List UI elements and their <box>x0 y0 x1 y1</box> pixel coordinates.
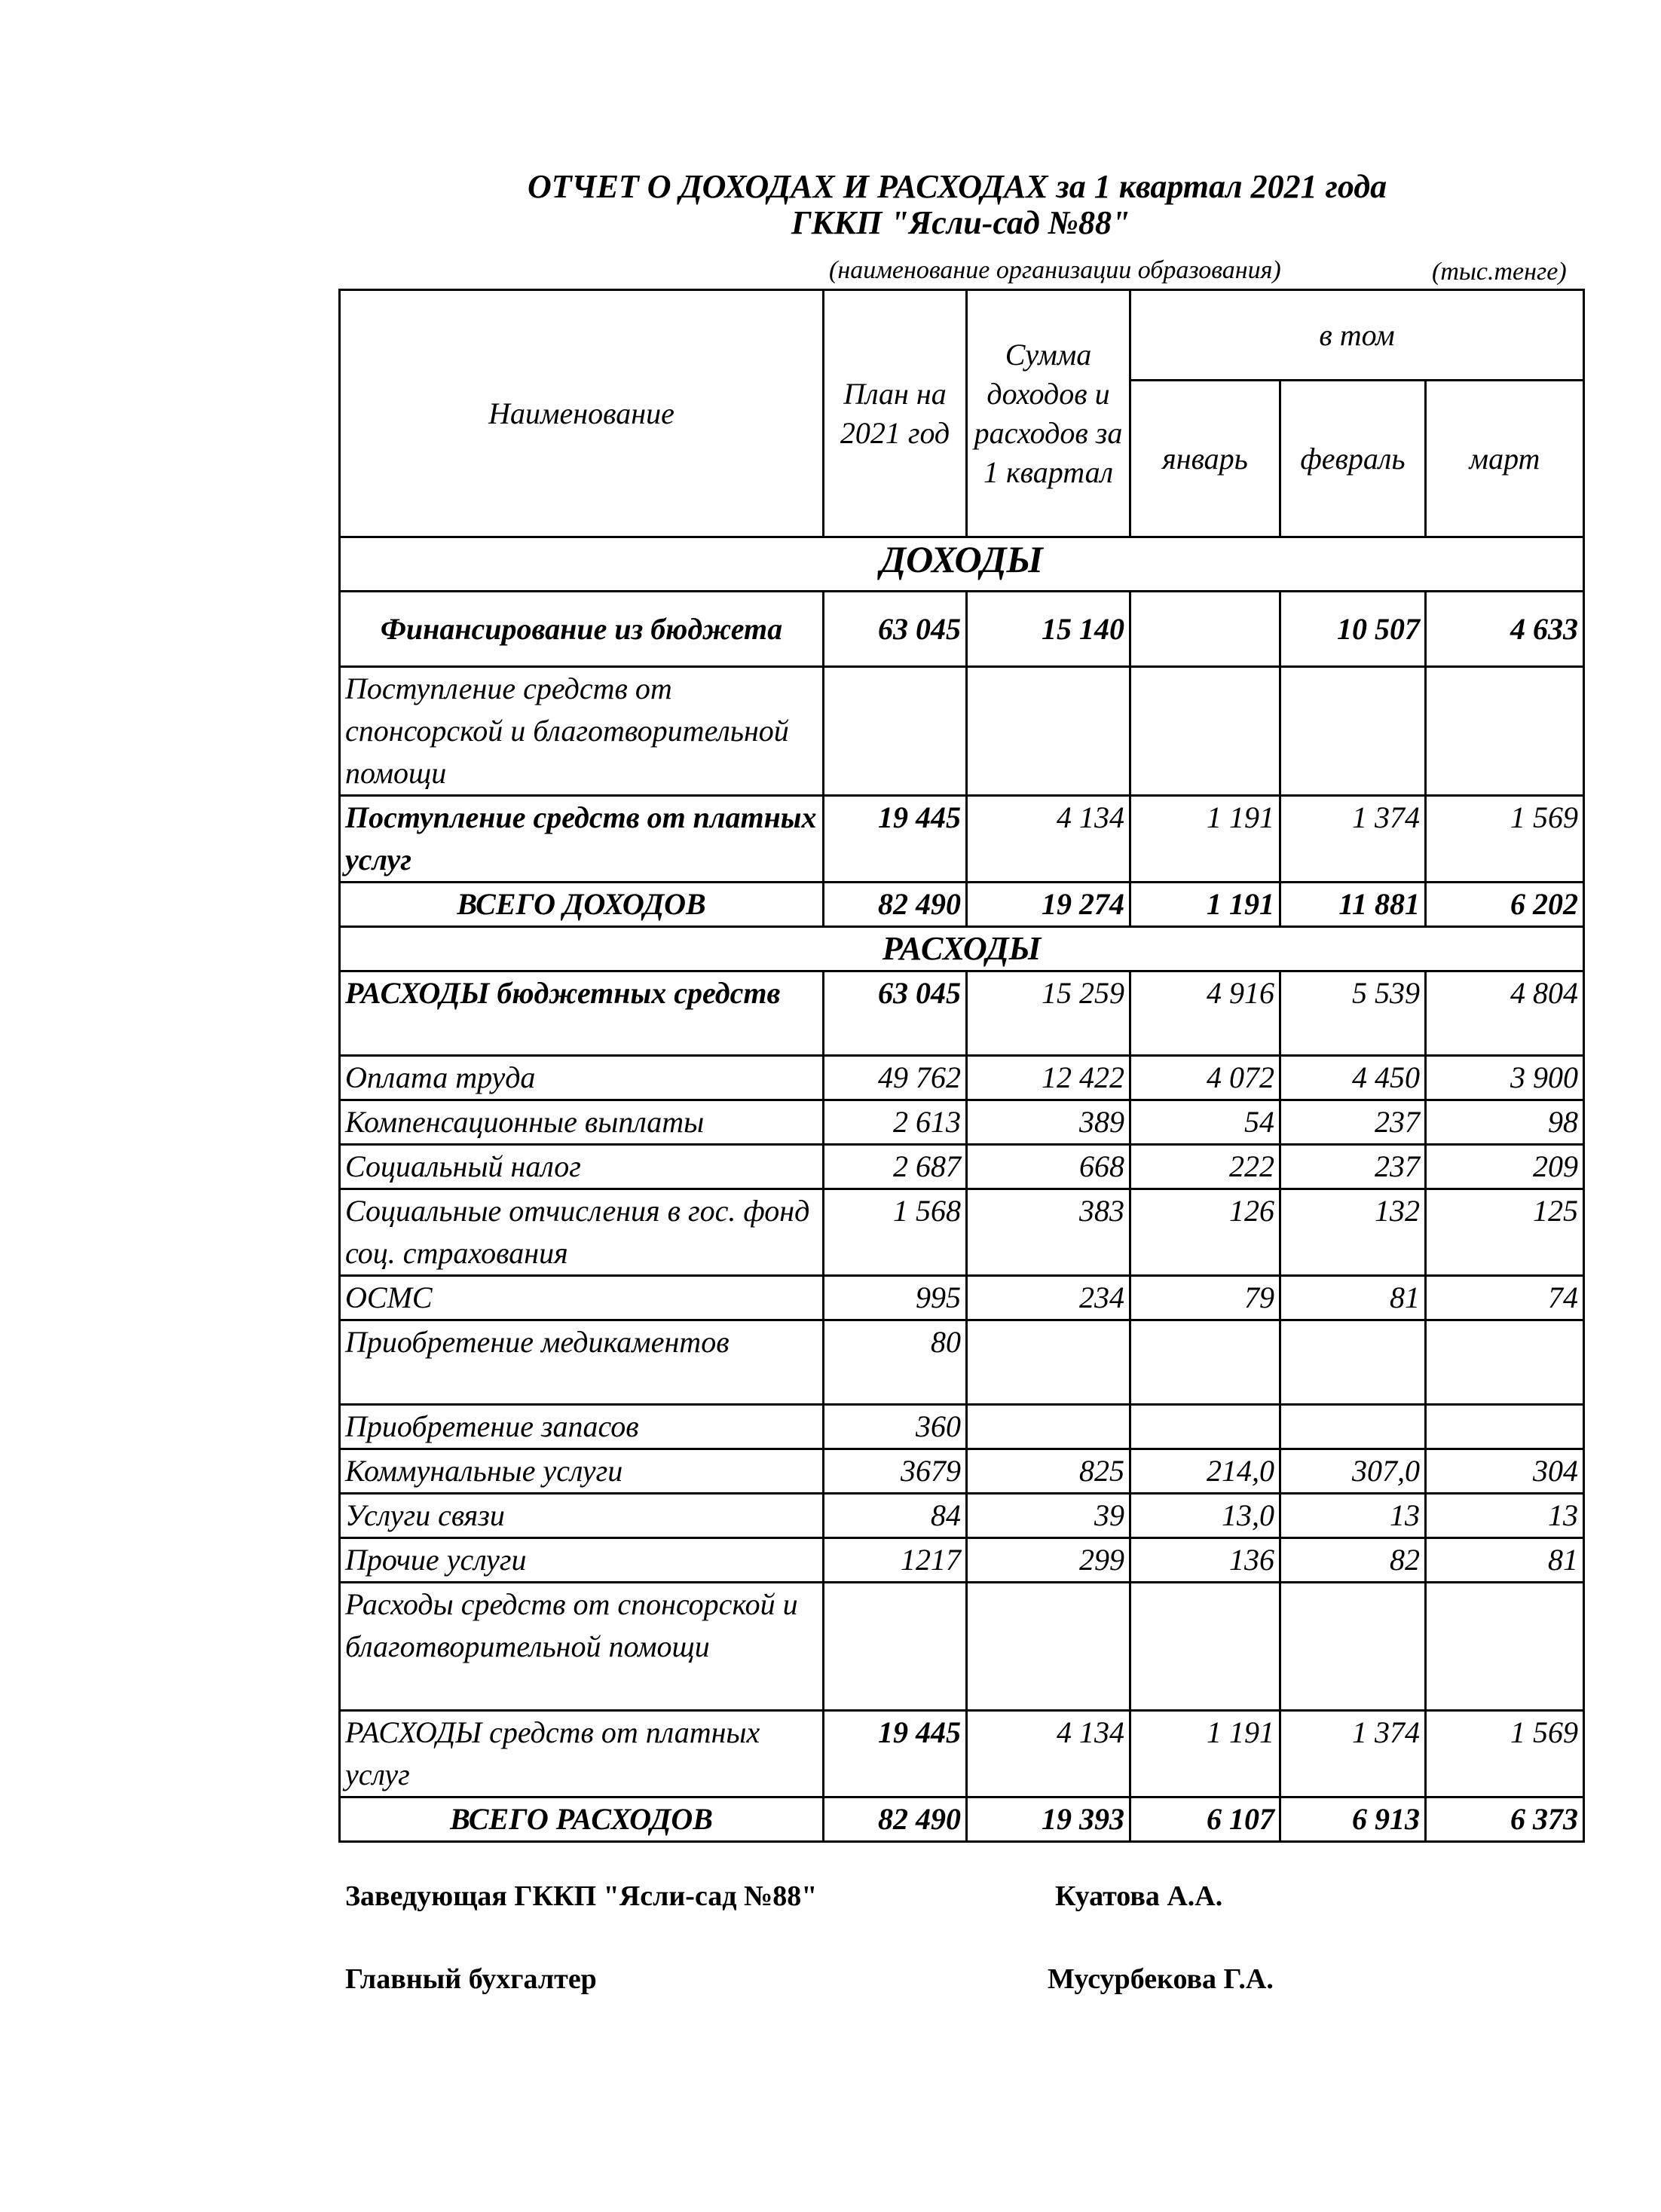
row-feb: 307,0 <box>1280 1449 1426 1494</box>
row-mar: 4 633 <box>1426 592 1584 667</box>
row-plan: 19 445 <box>824 1711 967 1797</box>
row-plan: 1 568 <box>824 1189 967 1276</box>
row-jan: 222 <box>1130 1145 1280 1189</box>
row-sum: 234 <box>967 1276 1130 1320</box>
row-mar: 6 373 <box>1426 1797 1584 1842</box>
row-plan: 19 445 <box>824 796 967 883</box>
row-sum: 668 <box>967 1145 1130 1189</box>
row-name: ВСЕГО РАСХОДОВ <box>340 1797 824 1842</box>
income-section-title: ДОХОДЫ <box>340 537 1584 592</box>
row-name: Услуги связи <box>340 1494 824 1538</box>
row-jan: 136 <box>1130 1538 1280 1583</box>
row-jan <box>1130 592 1280 667</box>
row-jan: 4 072 <box>1130 1056 1280 1100</box>
row-sum: 383 <box>967 1189 1130 1276</box>
table-row <box>340 1056 1584 1100</box>
row-jan: 126 <box>1130 1189 1280 1276</box>
row-jan: 13,0 <box>1130 1494 1280 1538</box>
row-name: ВСЕГО ДОХОДОВ <box>340 883 824 927</box>
row-jan <box>1130 1320 1280 1405</box>
row-name: РАСХОДЫ средств от платных услуг <box>340 1711 824 1797</box>
row-feb: 82 <box>1280 1538 1426 1583</box>
row-sum: 19 274 <box>967 883 1130 927</box>
row-sum: 12 422 <box>967 1056 1130 1100</box>
row-mar: 125 <box>1426 1189 1584 1276</box>
row-name: Финансирование из бюджета <box>340 592 824 667</box>
row-mar <box>1426 667 1584 796</box>
row-plan: 80 <box>824 1320 967 1405</box>
header-february: февраль <box>1280 381 1426 537</box>
row-name: РАСХОДЫ бюджетных средств <box>340 971 824 1056</box>
row-plan <box>824 1583 967 1711</box>
row-plan: 3679 <box>824 1449 967 1494</box>
row-jan: 54 <box>1130 1100 1280 1145</box>
accountant-name: Мусурбекова Г.А. <box>1048 1963 1274 1995</box>
row-plan: 63 045 <box>824 971 967 1056</box>
row-feb <box>1280 1405 1426 1449</box>
row-sum: 825 <box>967 1449 1130 1494</box>
row-feb: 11 881 <box>1280 883 1426 927</box>
table-row <box>340 1449 1584 1494</box>
row-feb: 81 <box>1280 1276 1426 1320</box>
row-name: Поступление средств от платных услуг <box>340 796 824 883</box>
row-feb: 6 913 <box>1280 1797 1426 1842</box>
row-jan <box>1130 1405 1280 1449</box>
row-plan: 49 762 <box>824 1056 967 1100</box>
row-feb: 132 <box>1280 1189 1426 1276</box>
report-table <box>338 289 1585 1843</box>
row-feb <box>1280 667 1426 796</box>
row-mar: 3 900 <box>1426 1056 1584 1100</box>
head-role: Заведующая ГККП "Ясли-сад №88" <box>345 1880 818 1912</box>
table-row <box>340 1276 1584 1320</box>
row-plan: 63 045 <box>824 592 967 667</box>
row-name: ОСМС <box>340 1276 824 1320</box>
row-plan: 1217 <box>824 1538 967 1583</box>
header-plan: План на 2021 год <box>824 290 967 537</box>
row-plan: 82 490 <box>824 883 967 927</box>
row-name: Приобретение запасов <box>340 1405 824 1449</box>
row-feb <box>1280 1583 1426 1711</box>
table-row <box>340 1797 1584 1842</box>
row-plan: 360 <box>824 1405 967 1449</box>
expense-section-title: РАСХОДЫ <box>340 927 1584 971</box>
row-mar: 81 <box>1426 1538 1584 1583</box>
row-sum: 299 <box>967 1538 1130 1583</box>
row-plan: 2 613 <box>824 1100 967 1145</box>
row-name: Компенсационные выплаты <box>340 1100 824 1145</box>
header-sum: Сумма доходов и расходов за 1 квартал <box>967 290 1130 537</box>
row-feb: 10 507 <box>1280 592 1426 667</box>
row-sum <box>967 667 1130 796</box>
report-title: ОТЧЕТ О ДОХОДАХ И РАСХОДАХ за 1 квартал 2021 года <box>528 168 1387 205</box>
row-feb <box>1280 1320 1426 1405</box>
row-mar <box>1426 1320 1584 1405</box>
row-name: Коммунальные услуги <box>340 1449 824 1494</box>
row-jan: 6 107 <box>1130 1797 1280 1842</box>
row-sum: 4 134 <box>967 796 1130 883</box>
row-mar: 6 202 <box>1426 883 1584 927</box>
row-sum: 39 <box>967 1494 1130 1538</box>
row-mar <box>1426 1405 1584 1449</box>
row-name: Прочие услуги <box>340 1538 824 1583</box>
row-feb: 4 450 <box>1280 1056 1426 1100</box>
table-row <box>340 1189 1584 1276</box>
table-row <box>340 592 1584 667</box>
row-name: Социальные отчисления в гос. фонд соц. страхования <box>340 1189 824 1276</box>
table-row <box>340 883 1584 927</box>
table-row <box>340 1145 1584 1189</box>
row-mar: 98 <box>1426 1100 1584 1145</box>
row-jan: 1 191 <box>1130 883 1280 927</box>
row-jan <box>1130 667 1280 796</box>
units-label: (тыс.тенге) <box>1432 258 1567 286</box>
row-mar: 209 <box>1426 1145 1584 1189</box>
row-mar: 74 <box>1426 1276 1584 1320</box>
header-including: в том <box>1130 290 1584 381</box>
row-mar: 304 <box>1426 1449 1584 1494</box>
row-feb: 5 539 <box>1280 971 1426 1056</box>
row-plan: 84 <box>824 1494 967 1538</box>
table-row <box>340 971 1584 1056</box>
row-mar: 13 <box>1426 1494 1584 1538</box>
header-march: март <box>1426 381 1584 537</box>
row-jan <box>1130 1583 1280 1711</box>
row-mar: 1 569 <box>1426 1711 1584 1797</box>
row-plan: 995 <box>824 1276 967 1320</box>
row-sum: 15 259 <box>967 971 1130 1056</box>
row-feb: 237 <box>1280 1100 1426 1145</box>
row-name: Социальный налог <box>340 1145 824 1189</box>
table-row <box>340 1711 1584 1797</box>
row-plan <box>824 667 967 796</box>
row-mar <box>1426 1583 1584 1711</box>
row-sum: 19 393 <box>967 1797 1130 1842</box>
table-row <box>340 1538 1584 1583</box>
table-row <box>340 796 1584 883</box>
row-sum <box>967 1583 1130 1711</box>
row-jan: 1 191 <box>1130 796 1280 883</box>
table-row <box>340 1100 1584 1145</box>
header-january: январь <box>1130 381 1280 537</box>
row-mar: 4 804 <box>1426 971 1584 1056</box>
row-jan: 4 916 <box>1130 971 1280 1056</box>
row-jan: 1 191 <box>1130 1711 1280 1797</box>
organization-caption: (наименование организации образования) <box>829 256 1281 284</box>
table-row <box>340 1320 1584 1405</box>
head-name: Куатова А.А. <box>1055 1880 1223 1912</box>
row-feb: 1 374 <box>1280 1711 1426 1797</box>
row-feb: 237 <box>1280 1145 1426 1189</box>
accountant-role: Главный бухгалтер <box>345 1963 597 1995</box>
row-sum: 15 140 <box>967 592 1130 667</box>
table-row <box>340 1494 1584 1538</box>
row-feb: 1 374 <box>1280 796 1426 883</box>
organization-name: ГККП "Ясли-сад №88" <box>791 204 1130 241</box>
row-name: Оплата труда <box>340 1056 824 1100</box>
header-name: Наименование <box>340 290 824 537</box>
row-name: Приобретение медикаментов <box>340 1320 824 1405</box>
row-sum <box>967 1405 1130 1449</box>
table-row <box>340 667 1584 796</box>
row-mar: 1 569 <box>1426 796 1584 883</box>
row-name: Поступление средств от спонсорской и благотворительной помощи <box>340 667 824 796</box>
row-sum: 4 134 <box>967 1711 1130 1797</box>
row-plan: 2 687 <box>824 1145 967 1189</box>
row-jan: 79 <box>1130 1276 1280 1320</box>
row-sum <box>967 1320 1130 1405</box>
row-feb: 13 <box>1280 1494 1426 1538</box>
row-name: Расходы средств от спонсорской и благотворительной помощи <box>340 1583 824 1711</box>
table-row <box>340 1583 1584 1711</box>
row-plan: 82 490 <box>824 1797 967 1842</box>
table-row <box>340 1405 1584 1449</box>
row-jan: 214,0 <box>1130 1449 1280 1494</box>
row-sum: 389 <box>967 1100 1130 1145</box>
